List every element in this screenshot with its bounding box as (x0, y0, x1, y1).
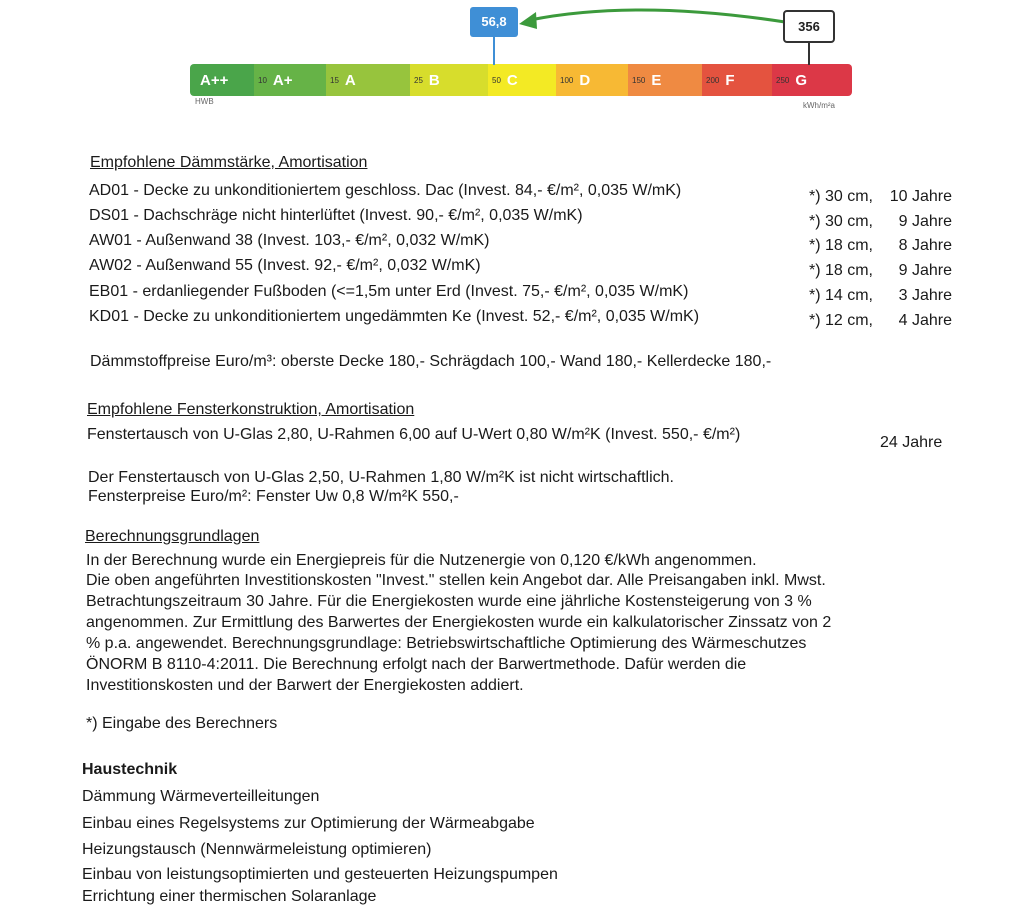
scale-unit-right: kWh/m²a (803, 101, 835, 110)
basis-footnote: *) Eingabe des Berechners (86, 715, 278, 732)
insulation-row-years: 10 Jahre (889, 188, 952, 205)
basis-line: Die oben angeführten Investitionskosten "Invest." stellen kein Angebot dar. Alle Preisangaben inkl. Mwst. (86, 572, 826, 589)
scale-band-class: D (579, 71, 591, 89)
reference-value-marker: 356 (783, 10, 835, 43)
scale-band-class: F (725, 71, 735, 89)
insulation-row-desc: DS01 - Dachschräge nicht hinterlüftet (Invest. 90,- €/m², 0,035 W/mK) (89, 207, 583, 224)
insulation-row-desc: AD01 - Decke zu unkonditioniertem geschloss. Dac (Invest. 84,- €/m², 0,035 W/mK) (89, 182, 682, 199)
haustechnik-item: Einbau von leistungsoptimierten und gesteuerten Heizungspumpen (82, 866, 558, 883)
haustechnik-item: Dämmung Wärmeverteilleitungen (82, 788, 320, 805)
current-value-marker: 56,8 (470, 7, 518, 37)
basis-heading: Berechnungsgrundlagen (85, 528, 260, 545)
insulation-row-years: 9 Jahre (898, 213, 952, 230)
insulation-row-thickness: *) 14 cm, (808, 287, 873, 304)
basis-line: angenommen. Zur Ermittlung des Barwertes der Energiekosten wurde ein kalkulatorischer Zinssatz von 2 (86, 614, 832, 631)
insulation-row-desc: KD01 - Decke zu unkonditioniertem ungedämmten Ke (Invest. 52,- €/m², 0,035 W/mK) (89, 308, 700, 325)
scale-band-class: E (651, 71, 662, 89)
insulation-row-years: 8 Jahre (898, 237, 952, 254)
haustechnik-item: Heizungstausch (Nennwärmeleistung optimieren) (82, 841, 432, 858)
scale-band-threshold: 10 (258, 75, 267, 85)
scale-band-threshold: 250 (776, 75, 790, 85)
scale-band-threshold: 15 (330, 75, 339, 85)
windows-note: Der Fenstertausch von U-Glas 2,50, U-Rahmen 1,80 W/m²K ist nicht wirtschaftlich. (88, 469, 674, 486)
insulation-row-years: 9 Jahre (898, 262, 952, 279)
insulation-heading: Empfohlene Dämmstärke, Amortisation (90, 154, 368, 171)
basis-line: Betrachtungszeitraum 30 Jahre. Für die Energiekosten wurde eine jährliche Kostensteigerung von 3 % (86, 593, 812, 610)
scale-band-threshold: 200 (706, 75, 720, 85)
haustechnik-item: Einbau eines Regelsystems zur Optimierung der Wärmeabgabe (82, 815, 535, 832)
scale-band-class: A+ (272, 71, 293, 89)
scale-band-threshold: 100 (560, 75, 574, 85)
basis-line: % p.a. angewendet. Berechnungsgrundlage: Betriebswirtschaftliche Optimierung des Wärmeschutzes (86, 635, 807, 652)
basis-line: ÖNORM B 8110-4:2011. Die Berechnung erfolgt nach der Barwertmethode. Dafür werden die (86, 656, 747, 673)
insulation-row-years: 3 Jahre (898, 287, 952, 304)
scale-band-class: G (795, 71, 808, 89)
current-value-stem (493, 37, 495, 65)
insulation-row-thickness: *) 18 cm, (808, 237, 873, 254)
windows-line: Fenstertausch von U-Glas 2,80, U-Rahmen 6,00 auf U-Wert 0,80 W/m²K (Invest. 550,- €/m²) (87, 426, 741, 443)
insulation-prices: Dämmstoffpreise Euro/m³: oberste Decke 180,- Schrägdach 100,- Wand 180,- Kellerdecke 180,- (90, 353, 772, 370)
scale-band-class: B (428, 71, 440, 89)
basis-line: In der Berechnung wurde ein Energiepreis für die Nutzenergie von 0,120 €/kWh angenommen. (86, 552, 757, 569)
haustechnik-heading: Haustechnik (82, 761, 178, 778)
scale-band-class: A (344, 71, 356, 89)
insulation-row-desc: EB01 - erdanliegender Fußboden (<=1,5m unter Erd (Invest. 75,- €/m², 0,035 W/mK) (89, 283, 689, 300)
scale-band-threshold: 25 (414, 75, 423, 85)
basis-line: Investitionskosten und der Barwert der Energiekosten addiert. (86, 677, 524, 694)
insulation-row-thickness: *) 18 cm, (808, 262, 873, 279)
windows-heading: Empfohlene Fensterkonstruktion, Amortisation (87, 401, 415, 418)
insulation-row-desc: AW02 - Außenwand 55 (Invest. 92,- €/m², 0,032 W/mK) (89, 257, 481, 274)
scale-band-class: C (506, 71, 518, 89)
insulation-row-thickness: *) 12 cm, (808, 312, 873, 329)
scale-band-class: A++ (200, 71, 229, 89)
haustechnik-item: Errichtung einer thermischen Solaranlage (82, 888, 377, 905)
insulation-row-years: 4 Jahre (898, 312, 952, 329)
insulation-row-thickness: *) 30 cm, (808, 213, 873, 230)
scale-band-threshold: 150 (632, 75, 646, 85)
reference-value-stem (808, 43, 810, 65)
insulation-row-desc: AW01 - Außenwand 38 (Invest. 103,- €/m², 0,032 W/mK) (89, 232, 490, 249)
scale-band-threshold: 50 (492, 75, 501, 85)
insulation-row-thickness: *) 30 cm, (808, 188, 873, 205)
windows-prices: Fensterpreise Euro/m²: Fenster Uw 0,8 W/m²K 550,- (88, 488, 459, 505)
windows-years: 24 Jahre (880, 434, 943, 451)
scale-unit-left: HWB (195, 97, 214, 106)
